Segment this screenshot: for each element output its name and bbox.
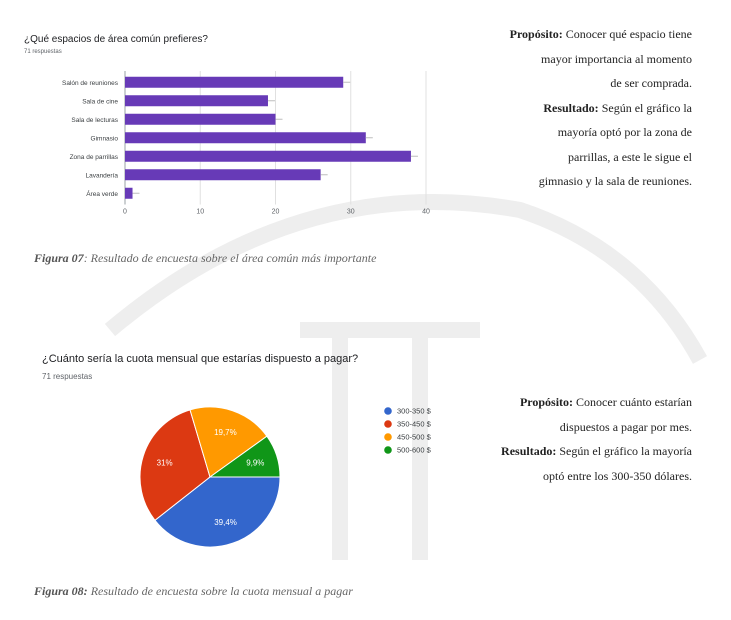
chart1-question-title: ¿Qué espacios de área común prefieres? [24, 34, 208, 45]
caption-text: : Resultado de encuesta sobre el área común más importante [83, 251, 377, 265]
paragraph-line: Propósito: Conocer qué espacio tiene [509, 27, 692, 41]
caption-label: Figura 08: [34, 584, 88, 598]
category-label: Gimnasio [90, 135, 118, 143]
bold-label: Propósito: [519, 395, 574, 409]
chart1-response-count: 71 respuestas [24, 49, 62, 55]
chart2-response-count: 71 respuestas [42, 372, 93, 381]
paragraph-line: mayor importancia al momento [541, 51, 692, 66]
caption-text: Resultado de encuesta sobre la cuota mensual a pagar [87, 584, 353, 598]
paragraph-line: Propósito: Conocer cuánto estarían [519, 395, 692, 409]
paragraph-line: Resultado: Según el gráfico la [543, 100, 692, 115]
category-label: Zona de parrillas [69, 153, 118, 161]
category-label: Sala de cine [82, 98, 118, 106]
x-tick-label: 10 [196, 208, 205, 216]
legend-swatch [384, 446, 392, 454]
slice-percent-label: 39,4% [214, 517, 237, 527]
bar [125, 132, 366, 143]
slice-percent-label: 19,7% [214, 427, 237, 437]
bar [125, 77, 343, 88]
category-label: Sala de lecturas [71, 116, 118, 124]
slice-percent-label: 31% [156, 458, 173, 468]
paragraph-line: dispuestos a pagar por mes. [559, 419, 692, 434]
chart2-question-title: ¿Cuánto sería la cuota mensual que estarías dispuesto a pagar? [42, 353, 359, 365]
paragraph-purpose-result-1 [462, 22, 692, 194]
pie-chart [36, 350, 456, 570]
paragraph-line: parrillas, a este le sigue el [568, 149, 692, 164]
legend-swatch [384, 420, 392, 428]
bar [125, 95, 268, 106]
paragraph-line: gimnasio y la sala de reuniones. [538, 174, 692, 188]
paragraph-line: de ser comprada. [610, 76, 692, 90]
bar [125, 188, 133, 199]
legend-swatch [384, 407, 392, 415]
legend-label: 500-600 $ [397, 445, 431, 455]
paragraph-line: mayoría optó por la zona de [557, 125, 692, 139]
bar [125, 151, 411, 162]
category-label: Área verde [86, 190, 118, 198]
category-label: Lavandería [85, 172, 118, 180]
legend-swatch [384, 433, 392, 441]
bar [125, 114, 276, 125]
paragraph-line: Resultado: Según el gráfico la mayoría [501, 444, 692, 458]
bold-label: Resultado: [543, 100, 599, 115]
legend-label: 350-450 $ [397, 419, 431, 429]
figure-08-chart [36, 350, 456, 570]
figure-07-caption [34, 251, 376, 266]
bold-label: Resultado: [501, 444, 557, 458]
figure-07-chart [16, 30, 446, 220]
legend-label: 450-500 $ [397, 432, 431, 442]
x-tick-label: 0 [123, 208, 127, 216]
x-tick-label: 20 [271, 208, 280, 216]
paragraph-line: optó entre los 300-350 dólares. [543, 468, 692, 483]
bar [125, 169, 321, 180]
category-label: Salón de reuniones [61, 79, 118, 87]
legend-label: 300-350 $ [397, 406, 431, 416]
bold-label: Propósito: [509, 27, 563, 41]
x-tick-label: 40 [422, 208, 430, 216]
slice-percent-label: 9,9% [246, 458, 265, 468]
bar-chart [16, 30, 446, 220]
paragraph-purpose-result-2 [450, 390, 692, 488]
x-tick-label: 30 [346, 208, 355, 216]
caption-label: Figura 07 [34, 251, 84, 265]
figure-08-caption [34, 584, 353, 599]
